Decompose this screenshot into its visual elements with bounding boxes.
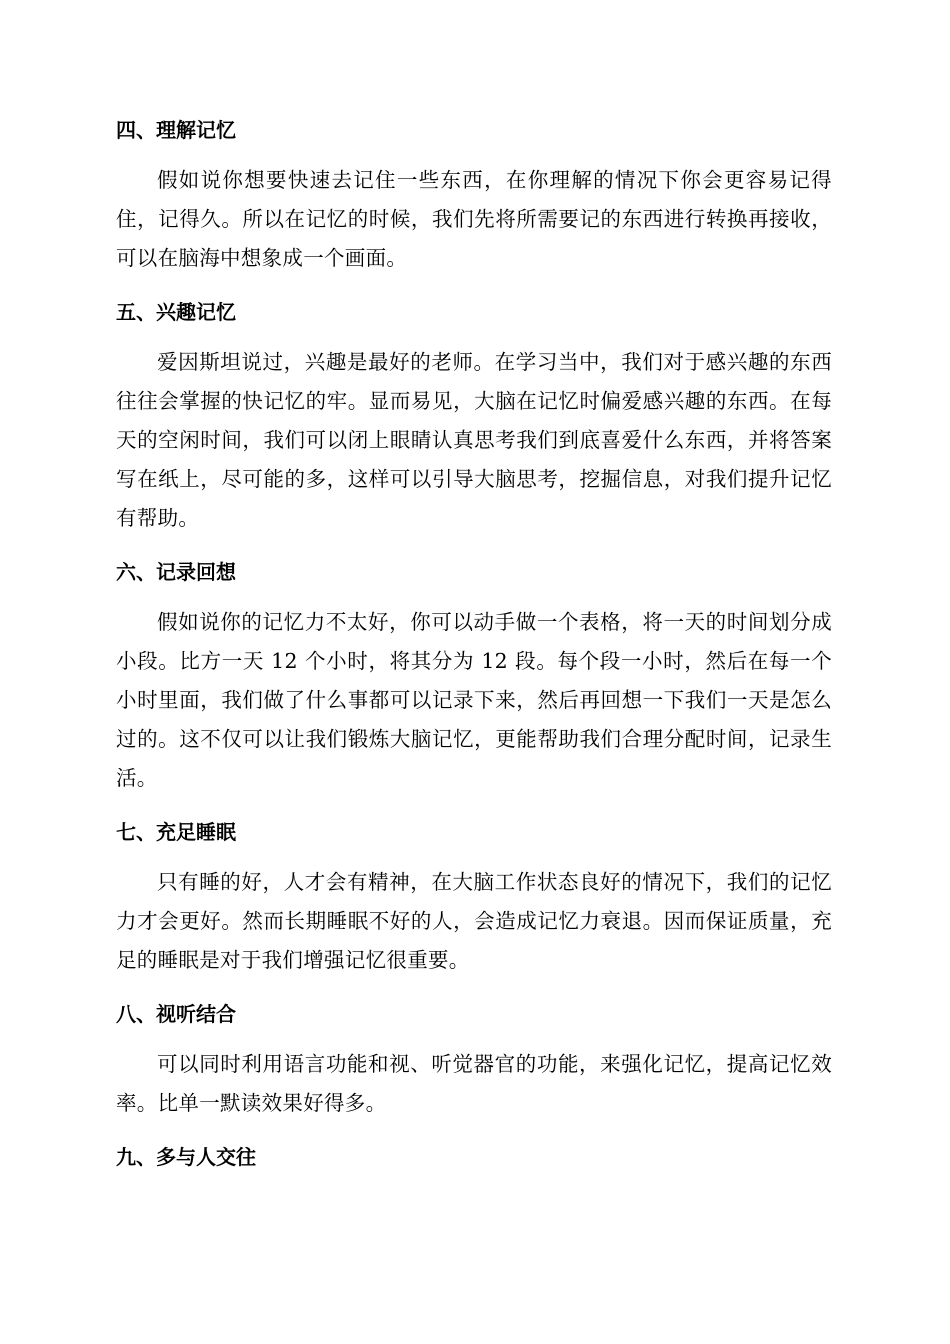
section-heading-understanding-memory: 四、理解记忆 [116, 118, 236, 142]
section-body-audio-visual: 可以同时利用语言功能和视、听觉器官的功能，来强化记忆，提高记忆效率。比单一默读效果好得多。 [116, 1052, 832, 1115]
document-body [116, 110, 832, 1177]
section-heading-record-recall: 六、记录回想 [116, 560, 236, 584]
section-heading-social-interaction: 九、多与人交往 [116, 1145, 256, 1169]
section-body-understanding-memory: 假如说你想要快速去记住一些东西，在你理解的情况下你会更容易记得住，记得久。所以在记忆的时候，我们先将所需要记的东西进行转换再接收，可以在脑海中想象成一个画面。 [116, 168, 832, 270]
section-body-record-recall: 假如说你的记忆力不太好，你可以动手做一个表格，将一天的时间划分成小段。比方一天 12 个小时，将其分为 12 段。每个段一小时，然后在每一个小时里面，我们做了什么事都可以记录下来，然后再回想一下我们一天是怎么过的。这不仅可以让我们锻炼大脑记忆，更能帮助我们合理分配时间，记录生活。 [116, 610, 832, 790]
section-heading-interest-memory: 五、兴趣记忆 [116, 300, 236, 324]
section-heading-audio-visual: 八、视听结合 [116, 1002, 236, 1026]
section-heading-adequate-sleep: 七、充足睡眠 [116, 820, 236, 844]
section-body-interest-memory: 爱因斯坦说过，兴趣是最好的老师。在学习当中，我们对于感兴趣的东西往往会掌握的快记忆的牢。显而易见，大脑在记忆时偏爱感兴趣的东西。在每天的空闲时间，我们可以闭上眼睛认真思考我们到底喜爱什么东西，并将答案写在纸上，尽可能的多，这样可以引导大脑思考，挖掘信息，对我们提升记忆有帮助。 [116, 350, 832, 530]
section-body-adequate-sleep: 只有睡的好，人才会有精神，在大脑工作状态良好的情况下，我们的记忆力才会更好。然而长期睡眠不好的人，会造成记忆力衰退。因而保证质量，充足的睡眠是对于我们增强记忆很重要。 [116, 870, 832, 972]
